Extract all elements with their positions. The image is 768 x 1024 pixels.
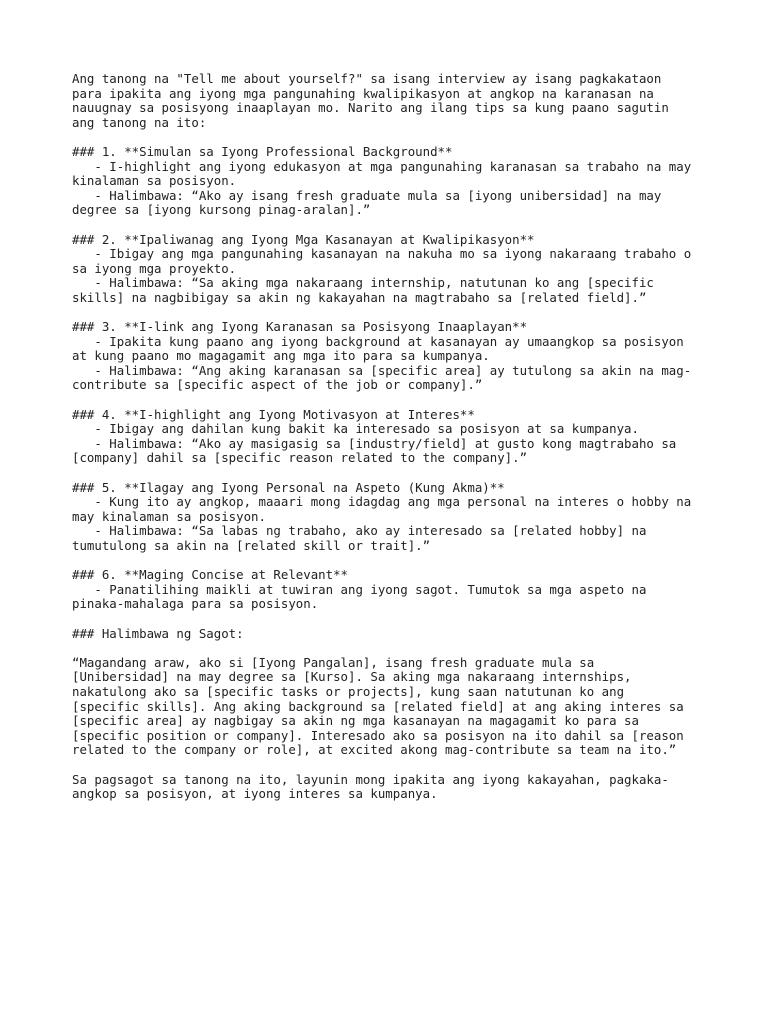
text-line: - Halimbawa: “Sa labas ng trabaho, ako ay interesado sa [related hobby] na [72,523,647,539]
text-line: pinaka-mahalaga para sa posisyon. [72,596,319,612]
text-line: nauugnay sa posisyong inaaplayan mo. Narito ang ilang tips sa kung paano sagutin [72,100,669,116]
text-line: at kung paano mo magagamit ang mga ito para sa kumpanya. [72,348,490,364]
text-line: - Kung ito ay angkop, maaari mong idagdag ang mga personal na interes o hobby na [72,494,692,510]
section-4 [72,408,712,466]
text-line: - Ipakita kung paano ang iyong background at kasanayan ay umaangkop sa posisyon [72,333,684,349]
text-line: [Unibersidad] na may degree sa [Kurso]. Sa aking mga nakaraang internships, [72,669,632,685]
text-line: Ang tanong na "Tell me about yourself?" sa isang interview ay isang pagkakataon [72,71,662,86]
text-line: contribute sa [specific aspect of the job or company].” [72,377,483,393]
text-line: kinalaman sa posisyon. [72,173,237,189]
section-6 [72,568,712,612]
text-line: - I-highlight ang iyong edukasyon at mga pangunahing karanasan sa trabaho na may [72,158,692,174]
text-line: degree sa [iyong kursong pinag-aralan].” [72,202,371,218]
intro-paragraph [72,72,712,130]
text-line: Sa pagsagot sa tanong na ito, layunin mong ipakita ang iyong kakayahan, pagkaka- [72,771,669,787]
text-line: [specific area] ay nagbigay sa akin ng mga kasanayan na magagamit ko para sa [72,713,639,729]
section-heading: ### 1. **Simulan sa Iyong Professional Background** [72,143,453,159]
text-line: ang tanong na ito: [72,114,207,130]
closing-paragraph [72,773,712,802]
text-line: [specific skills]. Ang aking background sa [related field] at ang aking interes sa [72,698,684,714]
text-line: tumutulong sa akin na [related skill or trait].” [72,538,431,553]
section-2 [72,233,712,306]
text-line: sa iyong mga proyekto. [72,260,237,276]
section-3 [72,320,712,393]
text-line: - Halimbawa: “Ako ay isang fresh graduate mula sa [iyong unibersidad] na may [72,187,662,203]
section-heading: ### 2. **Ipaliwanag ang Iyong Mga Kasanayan at Kwalipikasyon** [72,231,535,247]
text-line: - Halimbawa: “Ang aking karanasan sa [specific area] ay tutulong sa akin na mag- [72,362,692,378]
section-1 [72,145,712,218]
section-5 [72,481,712,554]
text-line: - Halimbawa: “Ako ay masigasig sa [industry/field] at gusto kong magtrabaho sa [72,435,677,451]
text-line: skills] na nagbibigay sa akin ng kakayahan na magtrabaho sa [related field].” [72,289,647,305]
text-line: angkop sa posisyon, at iyong interes sa kumpanya. [72,786,438,802]
section-heading: ### 4. **I-highlight ang Iyong Motivasyon at Interes** [72,406,475,422]
section-heading: ### 5. **Ilagay ang Iyong Personal na Aspeto (Kung Akma)** [72,479,505,495]
document-page [72,72,712,816]
section-heading: ### 3. **I-link ang Iyong Karanasan sa Posisyong Inaaplayan** [72,319,528,335]
section-heading: ### Halimbawa ng Sagot: [72,625,244,641]
text-line: related to the company or role], at excited akong mag-contribute sa team na ito.” [72,742,677,758]
text-line: - Halimbawa: “Sa aking mga nakaraang internship, natutunan ko ang [specific [72,275,654,291]
text-line: para ipakita ang iyong mga pangunahing kwalipikasyon at angkop na karanasan na [72,85,654,101]
text-line: [company] dahil sa [specific reason related to the company].” [72,450,528,466]
text-line: “Magandang araw, ako si [Iyong Pangalan], isang fresh graduate mula sa [72,654,595,670]
text-line: - Ibigay ang mga pangunahing kasanayan na nakuha mo sa iyong nakaraang trabaho o [72,246,692,262]
text-line: - Panatilihing maikli at tuwiran ang iyong sagot. Tumutok sa mga aspeto na [72,581,647,597]
text-line: nakatulong ako sa [specific tasks or projects], kung saan natutunan ko ang [72,683,625,699]
section-heading: ### 6. **Maging Concise at Relevant** [72,567,349,583]
text-line: - Ibigay ang dahilan kung bakit ka interesado sa posisyon at sa kumpanya. [72,421,639,437]
example-answer-paragraph [72,656,712,758]
text-line: [specific position or company]. Interesado ako sa posisyon na ito dahil sa [reason [72,727,684,743]
example-heading-block [72,627,712,642]
text-line: may kinalaman sa posisyon. [72,508,266,524]
